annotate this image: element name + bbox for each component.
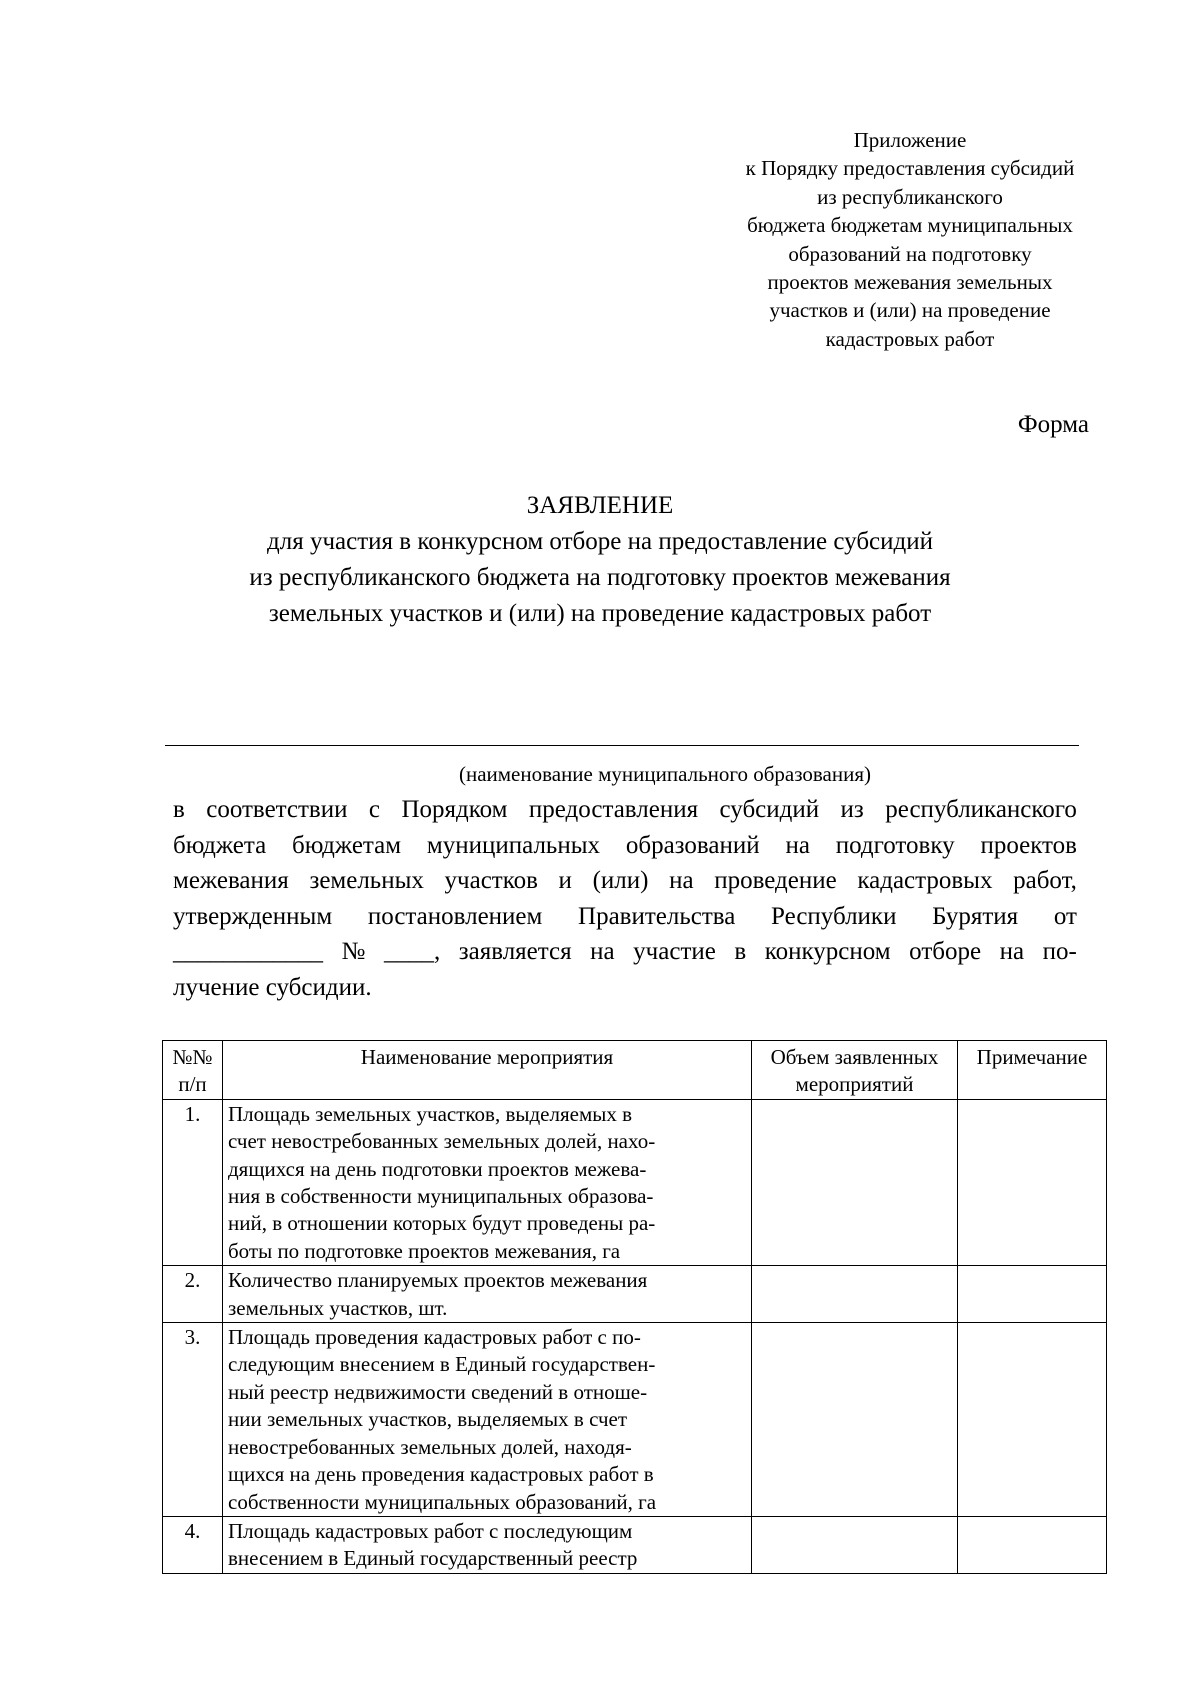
table-row <box>163 1266 1107 1323</box>
header-num: №№ п/п <box>163 1041 223 1100</box>
table-row <box>163 1516 1107 1573</box>
appendix-line: к Порядку предоставления субсидий <box>745 156 1075 181</box>
application-body <box>173 792 1077 1006</box>
activities-table <box>162 1040 1107 1574</box>
title-line: земельных участков и (или) на проведение кадастровых работ <box>268 600 932 627</box>
title-line: из республиканского бюджета на подготовку проектов межевания <box>249 564 951 591</box>
row-activity: Количество планируемых проектов межевания земельных участков, шт. <box>223 1266 752 1323</box>
row-number: 4. <box>163 1516 223 1573</box>
row-note[interactable] <box>958 1516 1107 1573</box>
header-volume: Объем заявленных мероприятий <box>752 1041 958 1100</box>
appendix-line: образований на подготовку <box>788 241 1032 266</box>
appendix-line: бюджета бюджетам муниципальных <box>747 213 1073 238</box>
body-line: ____________ № ____, заявляется на участие в конкурсном отборе на по- <box>173 938 1077 966</box>
municipality-caption: (наименование муниципального образования) <box>458 762 872 786</box>
body-line: бюджета бюджетам муниципальных образований на подготовку проектов <box>173 831 1077 859</box>
table-row <box>163 1323 1107 1517</box>
table-row <box>163 1099 1107 1265</box>
row-activity: Площадь земельных участков, выделяемых в счет невостребованных земельных долей, нахо- дящихся на день подготовки проектов межева- ния в собственности муниципальных образова- ний, в отношении которых будут проведены ра- боты по подготовке проектов межевания, га <box>223 1099 752 1265</box>
body-line: межевания земельных участков и (или) на проведение кадастровых работ, <box>173 867 1077 895</box>
row-number: 3. <box>163 1323 223 1517</box>
body-line: лучение субсидии. <box>173 973 372 1001</box>
row-note[interactable] <box>958 1266 1107 1323</box>
form-label: Форма <box>1017 411 1089 438</box>
row-volume[interactable] <box>752 1516 958 1573</box>
row-volume[interactable] <box>752 1266 958 1323</box>
row-activity: Площадь проведения кадастровых работ с по- следующим внесением в Единый государствен- ный реестр недвижимости сведений в отноше- нии земельных участков, выделяемых в счет невостребованных земельных долей, находя- щихся на день проведения кадастровых работ в собственности муниципальных образований, га <box>223 1323 752 1517</box>
document-title <box>150 488 1050 632</box>
row-activity: Площадь кадастровых работ с последующим внесением в Единый государственный реестр <box>223 1516 752 1573</box>
appendix-line: участков и (или) на проведение <box>769 298 1051 323</box>
row-volume[interactable] <box>752 1099 958 1265</box>
row-note[interactable] <box>958 1323 1107 1517</box>
row-volume[interactable] <box>752 1323 958 1517</box>
appendix-line: кадастровых работ <box>825 326 995 351</box>
title-line: для участия в конкурсном отборе на предоставление субсидий <box>267 528 933 555</box>
row-note[interactable] <box>958 1099 1107 1265</box>
header-name: Наименование мероприятия <box>223 1041 752 1100</box>
body-line: в соответствии с Порядком предоставления субсидий из республиканского <box>173 796 1077 823</box>
table-header-row <box>163 1041 1107 1100</box>
appendix-block <box>700 126 1120 353</box>
row-number: 2. <box>163 1266 223 1323</box>
title-heading: ЗАЯВЛЕНИЕ <box>526 492 674 519</box>
body-line: утвержденным постановлением Правительства Республики Бурятия от <box>173 902 1077 930</box>
header-note: Примечание <box>958 1041 1107 1100</box>
appendix-line: из республиканского <box>817 184 1003 209</box>
appendix-line: Приложение <box>853 128 967 152</box>
municipality-name-line <box>165 745 1079 746</box>
appendix-line: проектов межевания земельных <box>767 270 1053 295</box>
row-number: 1. <box>163 1099 223 1265</box>
